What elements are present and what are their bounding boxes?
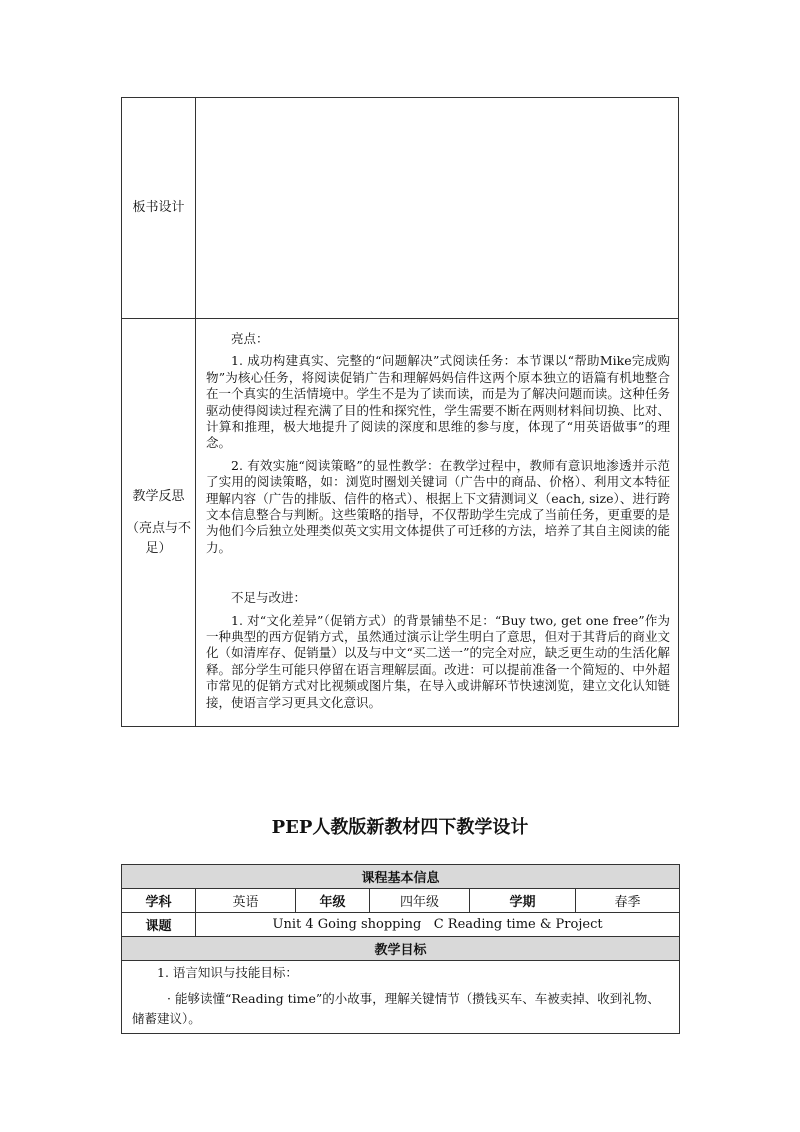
teaching-reflection-label [122,319,196,727]
grade-value: 四年级 [370,889,470,913]
board-design-content [196,98,679,319]
reflection-label-main: 教学反思 [132,488,185,504]
subject-label: 学科 [122,889,196,913]
teaching-reflection-row [122,319,679,727]
topic-value: Unit 4 Going shopping C Reading time & Project [196,913,680,937]
reflection-table [121,97,679,727]
subject-value: 英语 [196,889,296,913]
document-title: PEP人教版新教材四下教学设计 [271,817,529,838]
goal-1-item: · 能够读懂“Reading time”的小故事，理解关键情节（攒钱买车、车被卖掉、收到礼物、储蓄建议）。 [132,991,660,1026]
board-design-row [122,98,679,319]
goal-1-heading: 1. 语言知识与技能目标： [157,965,298,980]
teaching-goals-content [122,961,680,1034]
highlights-heading: 亮点： [231,330,269,346]
topic-label: 课题 [122,913,196,937]
term-label: 学期 [470,889,576,913]
basic-info-band: 课程基本信息 [122,865,680,889]
reflection-label-sub: （亮点与不足） [125,520,191,556]
teaching-goals-band: 教学目标 [122,937,680,961]
course-info-table [121,864,680,1034]
teaching-reflection-content [196,319,679,727]
shortcoming-1: 1. 对“文化差异”（促销方式）的背景铺垫不足：“Buy two, get one free”作为一种典型的西方促销方式，虽然通过演示让学生明白了意思，但对于其背后的商业文化（如清库存、促销量）以及与中文“买二送一”的完全对应，缺乏更生动的生活化解释。部分学生可能只停留在语言理解层面。改进：可以提前准备一个简短的、中外超市常见的促销方式对比视频或图片集，在导入或讲解环节快速浏览，建立文化认知链接，使语言学习更具文化意识。 [206,612,670,710]
term-value: 春季 [576,889,680,913]
highlight-2: 2. 有效实施“阅读策略”的显性教学：在教学过程中，教师有意识地渗透并示范了实用的阅读策略，如：浏览时圈划关键词（广告中的商品、价格）、利用文本特征理解内容（广告的排版、信件的格式）、根据上下文猜测词义（each, size）、进行跨文本信息整合与判断。这些策略的指导，不仅帮助学生完成了当前任务，更重要的是为他们今后独立处理类似英文实用文体提供了可迁移的方法，培养了其自主阅读的能力。 [206,457,670,555]
highlight-1: 1. 成功构建真实、完整的“问题解决”式阅读任务：本节课以“帮助Mike完成购物”为核心任务，将阅读促销广告和理解妈妈信件这两个原本独立的语篇有机地整合在一个真实的生活情境中。学生不是为了读而读，而是为了解决问题而读。这种任务驱动使得阅读过程充满了目的性和探究性，学生需要不断在两则材料间切换、比对、计算和推理，极大地提升了阅读的深度和思维的参与度，体现了“用英语做事”的理念。 [206,353,670,451]
board-design-label: 板书设计 [122,98,196,319]
shortcomings-heading: 不足与改进： [231,590,307,606]
grade-label: 年级 [296,889,370,913]
